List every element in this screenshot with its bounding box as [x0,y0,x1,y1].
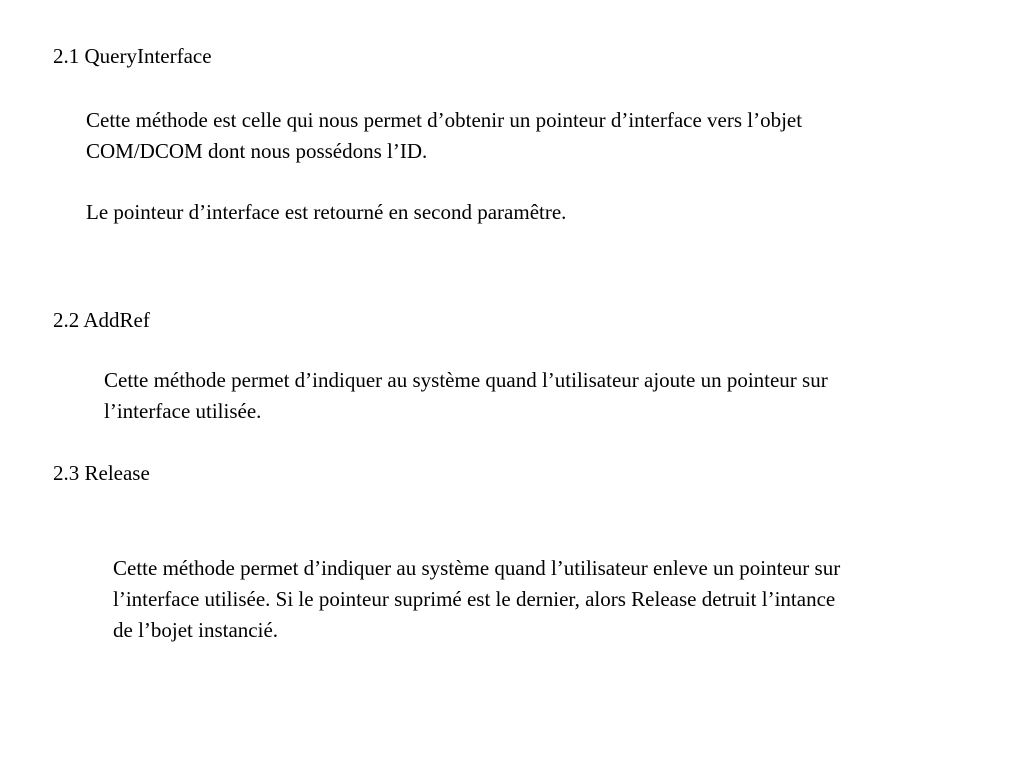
paragraph-line: l’interface utilisée. Si le pointeur suprimé est le dernier, alors Release detruit l’intance [113,587,836,611]
paragraph-line: Cette méthode permet d’indiquer au système quand l’utilisateur enleve un pointeur sur [113,556,841,580]
section-heading-release: 2.3 Release [53,461,150,485]
paragraph-line: Le pointeur d’interface est retourné en second paramêtre. [86,200,567,224]
paragraph-line: l’interface utilisée. [104,399,262,423]
paragraph-line: Cette méthode permet d’indiquer au système quand l’utilisateur ajoute un pointeur sur [104,368,828,392]
addref-description [104,365,828,427]
queryinterface-return-note [86,197,566,228]
release-description [113,553,840,646]
queryinterface-description [86,105,802,167]
section-heading-addref: 2.2 AddRef [53,308,150,332]
paragraph-line: Cette méthode est celle qui nous permet d’obtenir un pointeur d’interface vers l’objet [86,108,803,132]
paragraph-line: de l’bojet instancié. [113,618,279,642]
section-heading-queryinterface: 2.1 QueryInterface [53,44,212,68]
paragraph-line: COM/DCOM dont nous possédons l’ID. [86,139,428,163]
